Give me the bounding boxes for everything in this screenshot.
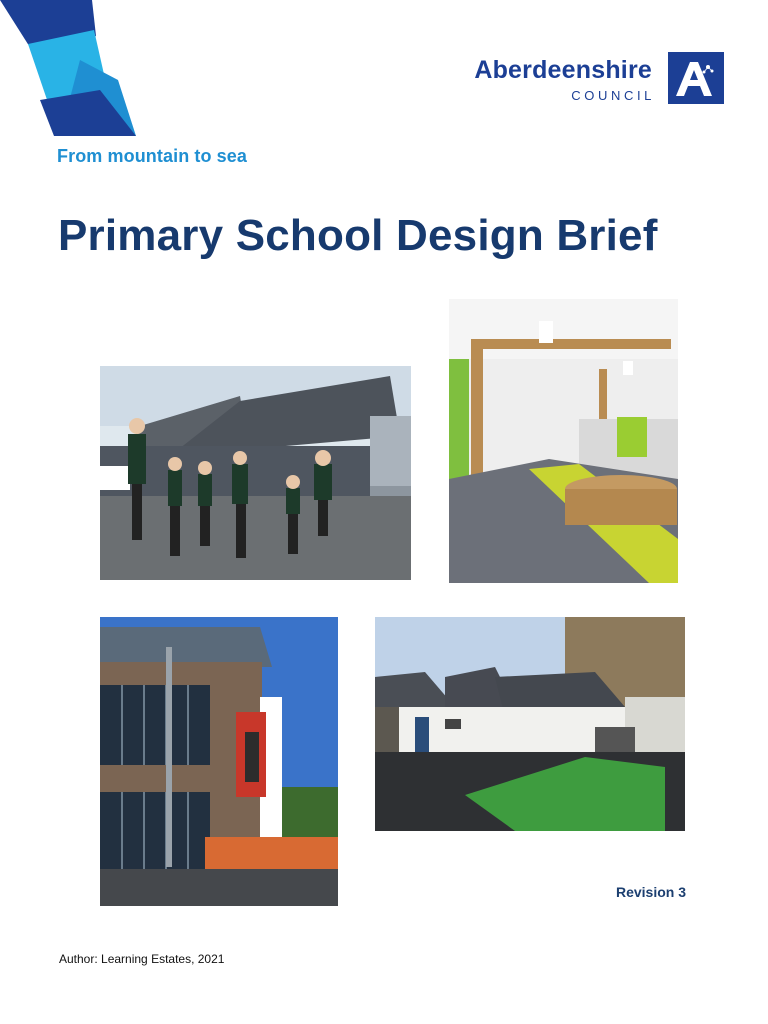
corner-brand-graphic [0, 0, 140, 140]
council-name: Aberdeenshire [474, 56, 652, 84]
rural-school-courtyard-photo [375, 617, 685, 831]
council-wordmark [430, 56, 655, 103]
modern-school-exterior-photo [100, 617, 338, 906]
revision-label: Revision 3 [615, 884, 686, 900]
document-title: Primary School Design Brief [58, 211, 658, 260]
aberdeenshire-a-mark-icon [668, 52, 724, 104]
tagline: From mountain to sea [57, 146, 248, 166]
children-jumping-photo [100, 366, 411, 580]
school-interior-photo [449, 299, 678, 583]
author-credit: Author: Learning Estates, 2021 [59, 952, 225, 966]
council-subtitle: COUNCIL [571, 88, 655, 103]
